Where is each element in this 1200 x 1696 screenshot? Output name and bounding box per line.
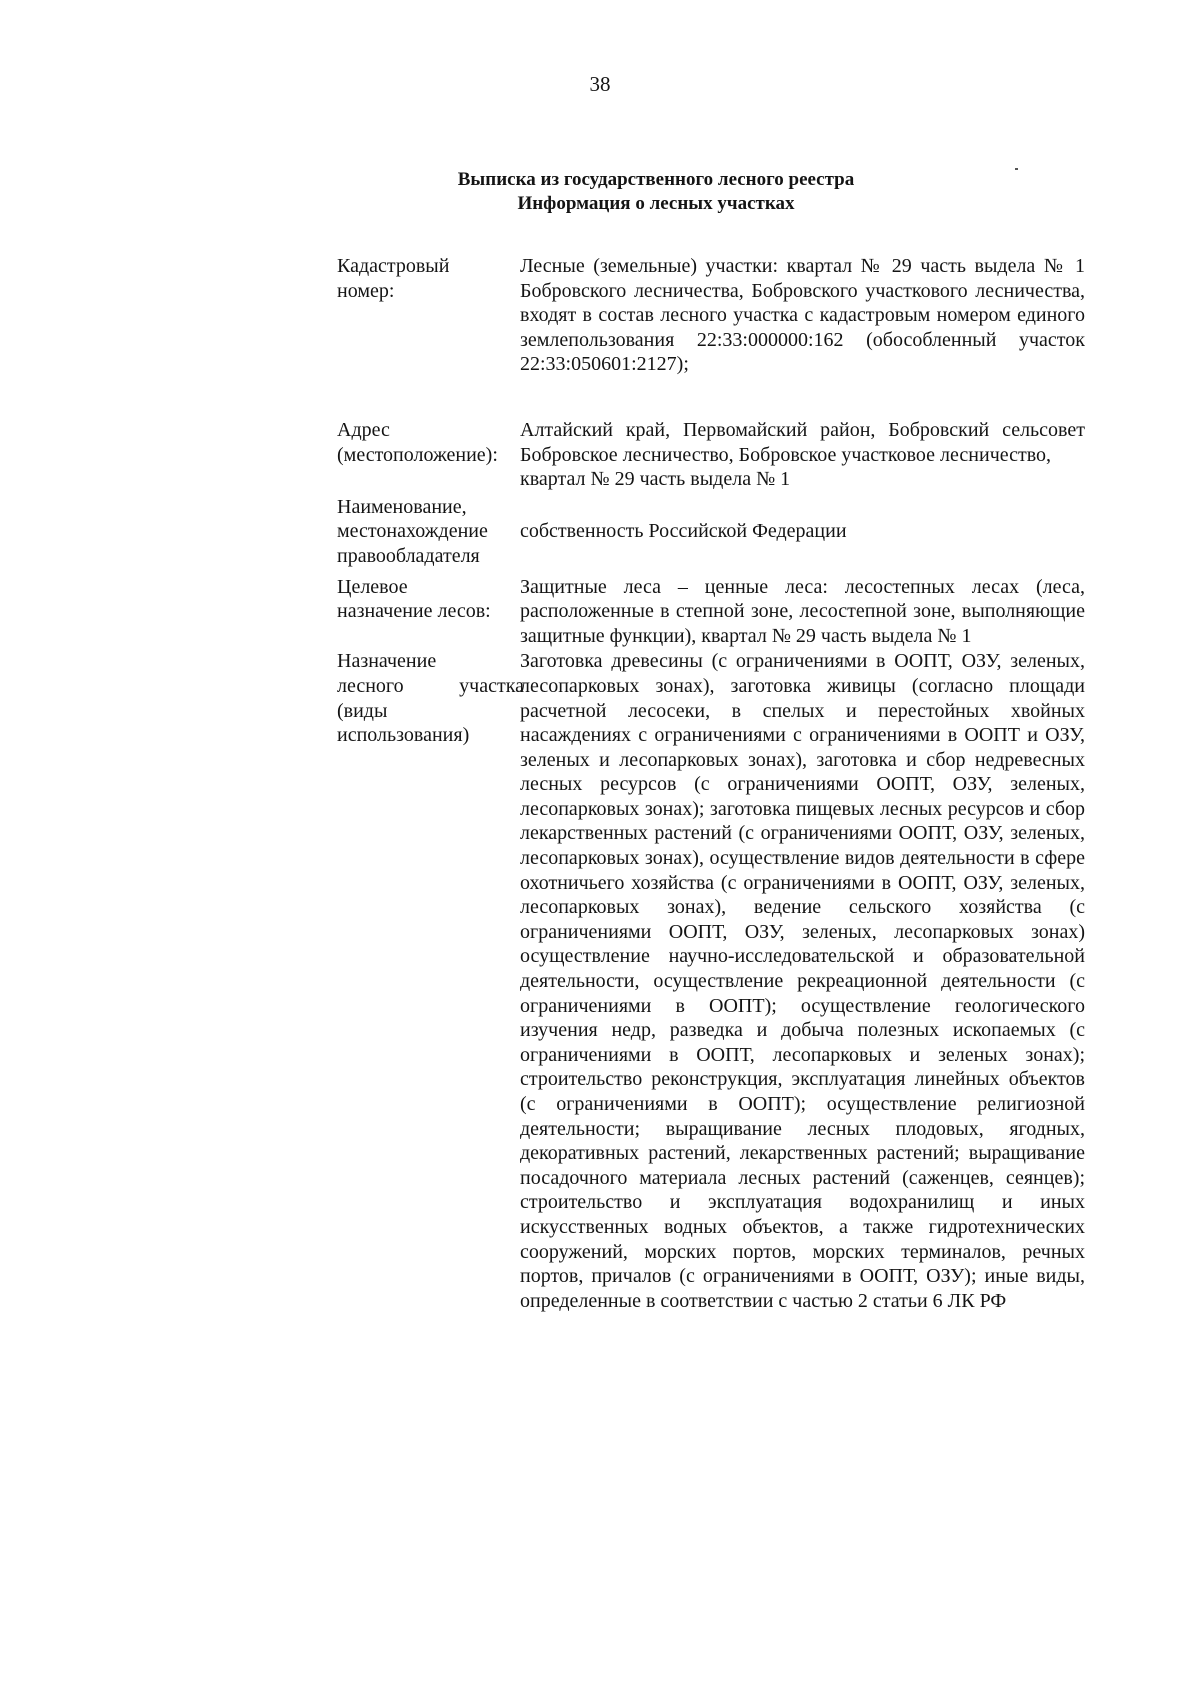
scan-speck [1015, 168, 1018, 170]
field-value-plot-purpose: Заготовка древесины (с ограничениями в ООПТ, ОЗУ, зеленых, лесопарковых зонах), заготовка живицы (согласно площади расчетной лесосеки, в спелых и перестойных хвойных насаждениях с ограничениями с ограничениями в ООПТ и ОЗУ, зеленых и лесопарковых зонах), заготовка и сбор недревесных лесных ресурсов (с ограничениями ООПТ, ОЗУ, зеленых, лесопарковых зонах); заготовка пищевых лесных ресурсов и сбор лекарственных растений (с ограничениями ООПТ, ОЗУ, зеленых, лесопарковых зонах), осуществление видов деятельности в сфере охотничьего хозяйства (с ограничениями в ООПТ, ОЗУ, зеленых, лесопарковых зонах), ведение сельского хозяйства (с ограничениями ООПТ, ОЗУ, зеленых, лесопарковых зонах) осуществление научно-исследовательской и образовательной деятельности, осуществление рекреационной деятельности (с ограничениями в ООПТ); осуществление геологического изучения недр, разведка и добыча полезных ископаемых (с ограничениями в ООПТ, лесопарковых и зеленых зонах); строительство реконструкция, эксплуатация линейных объектов (с ограничениями в ООПТ); осуществление религиозной деятельности; выращивание лесных плодовых, ягодных, декоративных растений, лекарственных растений; выращивание посадочного материала лесных растений (саженцев, сеянцев); строительство и эксплуатация водохранилищ и иных искусственных водных объектов, а также гидротехнических сооружений, морских портов, морских терминалов, речных портов, причалов (с ограничениями в ООПТ, ОЗУ); иные виды, определенные в соответствии с частью 2 статьи 6 ЛК РФ [520, 650, 1085, 1312]
page-number: 38 [589, 72, 611, 96]
registry-fields [337, 254, 1105, 1313]
field-label-address: Адрес (местоположение): [337, 418, 498, 466]
field-row-forest-purpose [337, 575, 1105, 649]
field-row-right-holder [337, 495, 1105, 569]
field-row-address [337, 418, 1105, 492]
field-label-forest-purpose: Целевое назначение лесов: [337, 575, 491, 623]
field-label-right-holder: Наименование, местонахождение правообладателя [337, 495, 488, 567]
address-quarter-line: квартал № 29 часть выдела № 1 [520, 468, 791, 491]
title-line-plot-info: Информация о лесных участках [517, 193, 795, 214]
document-title [0, 168, 1200, 216]
field-value-cadastral-number: Лесные (земельные) участки: квартал № 29 часть выдела № 1 Бобровского лесничества, Бобровского участкового лесничества, входят в состав лесного участка с кадастровым номером единого землепользования 22:33:000000:162 (обособленный участок 22:33:050601:2127); [520, 255, 1085, 376]
field-value-right-holder: собственность Российской Федерации [520, 519, 847, 542]
field-label-plot-purpose: Назначение лесного участка (виды использования) [337, 650, 524, 747]
field-row-plot-purpose [337, 649, 1105, 1313]
field-row-cadastral-number [337, 254, 1105, 377]
field-label-cadastral-number: Кадастровый номер: [337, 255, 450, 302]
title-line-registry-extract: Выписка из государственного лесного реестра [457, 169, 855, 190]
field-value-address [520, 418, 1085, 492]
field-value-forest-purpose: Защитные леса – ценные леса: лесостепных лесах (леса, расположенные в степной зоне, лесостепной зоне, выполняющие защитные функции), квартал № 29 часть выдела № 1 [520, 575, 1085, 647]
address-region-line: Алтайский край, Первомайский район, Бобровский сельсовет Бобровское лесничество, Бобровское участковое лесничество, [520, 418, 1085, 466]
